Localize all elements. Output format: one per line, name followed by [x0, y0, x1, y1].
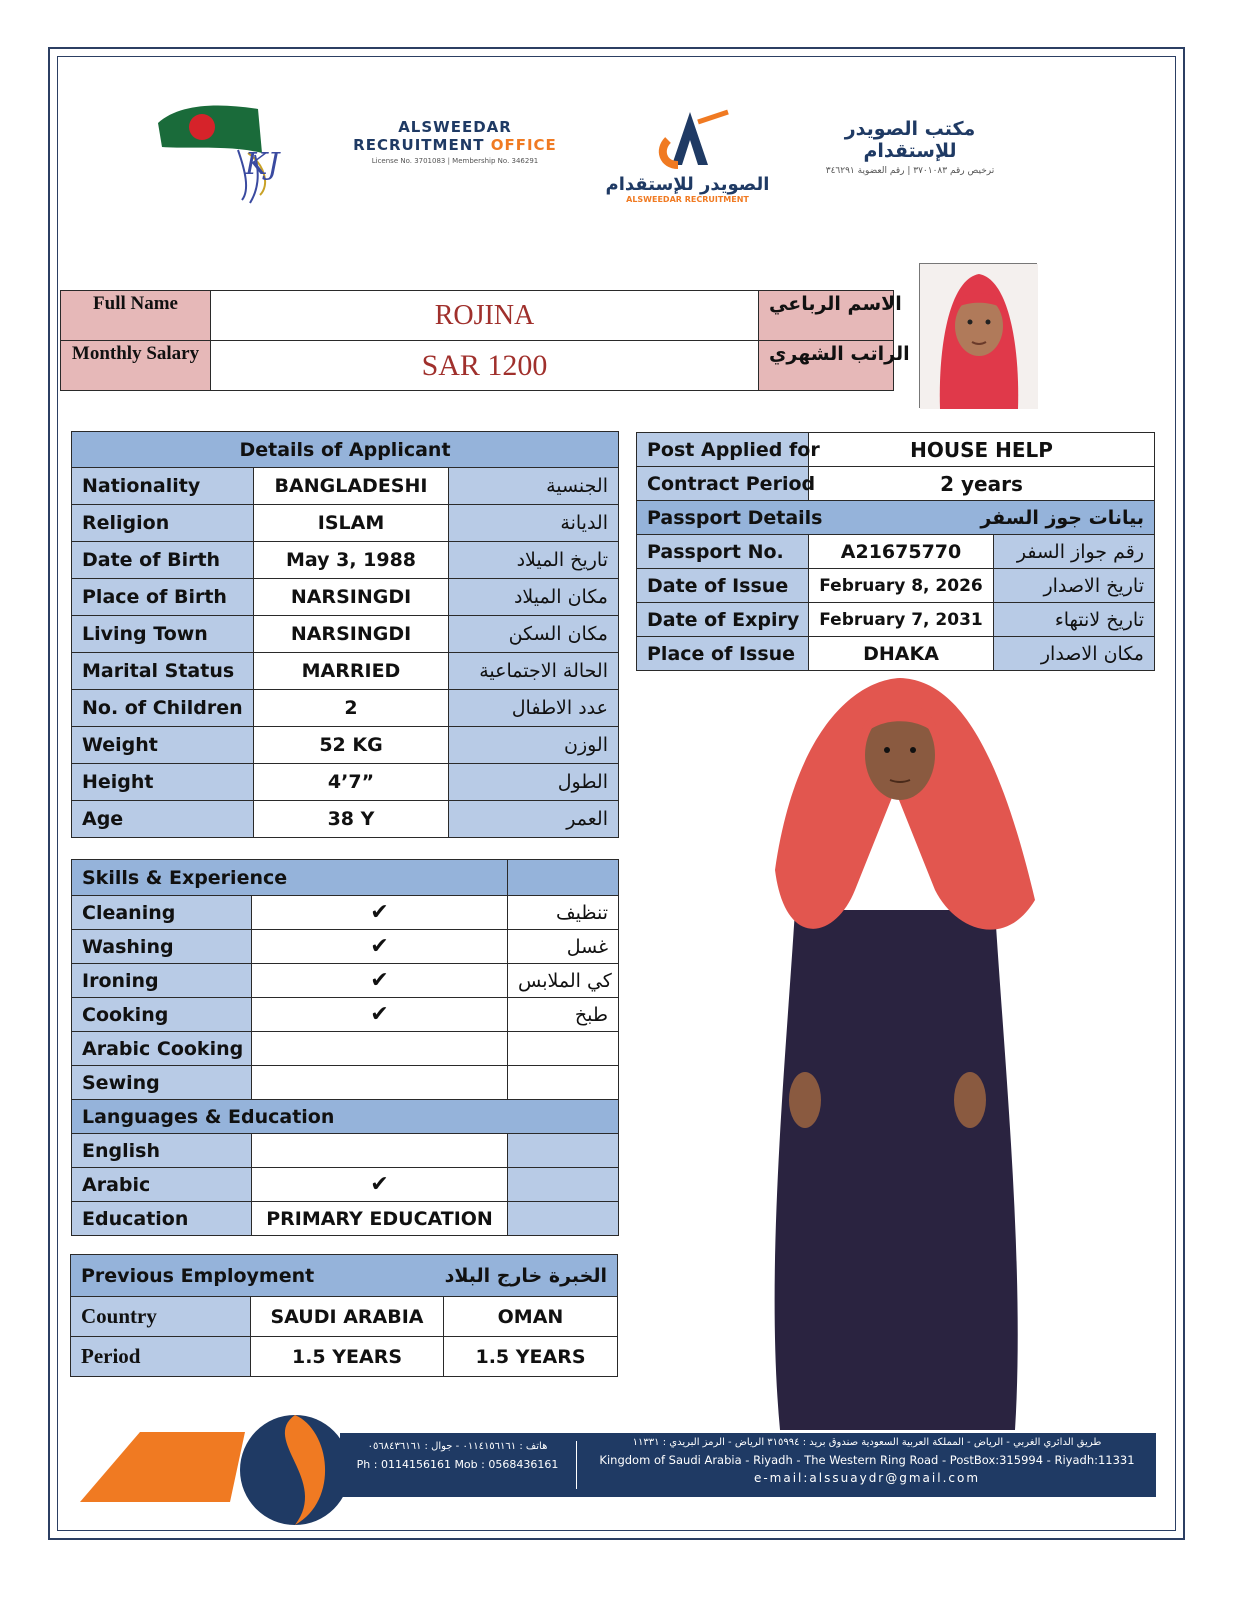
- employment-period-2: 1.5 YEARS: [444, 1337, 618, 1377]
- applicant-details-title: Details of Applicant: [72, 432, 619, 468]
- table-row: [72, 1134, 619, 1168]
- employment-period-label: Period: [71, 1337, 251, 1377]
- passport-details-header: [637, 501, 1155, 535]
- employment-header: [71, 1255, 618, 1297]
- skill-ar: تنظيف: [508, 896, 619, 930]
- table-row: [72, 764, 619, 801]
- skill-ar: غسل: [508, 930, 619, 964]
- passport-field-ar: رقم جواز السفر: [994, 535, 1155, 569]
- table-row: [72, 579, 619, 616]
- applicant-field-ar: الديانة: [449, 505, 619, 542]
- skill-check: ✔: [252, 964, 508, 998]
- applicant-field-value: MARRIED: [254, 653, 449, 690]
- skill-check: ✔: [252, 998, 508, 1032]
- post-applied-label: Post Applied for: [637, 433, 809, 467]
- contract-period-label: Contract Period: [637, 467, 809, 501]
- identity-table: [60, 290, 910, 391]
- right-logo-sub: ترخيص رقم ٣٧٠١٠٨٣ | رقم العضوية ٣٤٦٢٩١: [825, 166, 995, 176]
- center-logo-arabic: الصويدر للإستقدام: [605, 174, 770, 195]
- post-passport-table: [636, 432, 1155, 671]
- applicant-portrait-photo: [919, 263, 1037, 408]
- applicant-field-ar: الجنسية: [449, 468, 619, 505]
- center-logo-english: ALSWEEDAR RECRUITMENT: [626, 195, 749, 204]
- table-row: [72, 616, 619, 653]
- skill-label: Ironing: [72, 964, 252, 998]
- table-row: [72, 998, 619, 1032]
- skill-check: [252, 1032, 508, 1066]
- applicant-field-label: Marital Status: [72, 653, 254, 690]
- language-value: ✔: [252, 1168, 508, 1202]
- passport-field-value: February 8, 2026: [809, 569, 994, 603]
- full-name-ar: الاسم الرباعي: [759, 291, 894, 341]
- footer-divider: [576, 1441, 577, 1489]
- skill-ar: طبخ: [508, 998, 619, 1032]
- skill-check: ✔: [252, 930, 508, 964]
- table-row: [72, 1032, 619, 1066]
- applicant-field-label: Date of Birth: [72, 542, 254, 579]
- table-row: [72, 505, 619, 542]
- languages-title: Languages & Education: [72, 1100, 619, 1134]
- language-label: Education: [72, 1202, 252, 1236]
- language-ar: [508, 1168, 619, 1202]
- table-row: [637, 637, 1155, 671]
- logo-initials: KJ: [245, 147, 280, 182]
- footer-contact-bar: [340, 1433, 1156, 1497]
- skill-check: [252, 1066, 508, 1100]
- table-row: [72, 653, 619, 690]
- office-logo-text: [350, 118, 560, 165]
- language-label: English: [72, 1134, 252, 1168]
- employment-country-2: OMAN: [444, 1297, 618, 1337]
- salary-label: Monthly Salary: [61, 341, 211, 391]
- applicant-field-value: NARSINGDI: [254, 616, 449, 653]
- applicant-field-label: Living Town: [72, 616, 254, 653]
- employment-country-1: SAUDI ARABIA: [251, 1297, 444, 1337]
- applicant-field-ar: الطول: [449, 764, 619, 801]
- table-row: [72, 964, 619, 998]
- applicant-field-ar: تاريخ الميلاد: [449, 542, 619, 579]
- table-row: [637, 569, 1155, 603]
- table-row: [72, 1168, 619, 1202]
- previous-employment-table: [70, 1254, 618, 1377]
- applicant-field-value: NARSINGDI: [254, 579, 449, 616]
- passport-field-label: Date of Expiry: [637, 603, 809, 637]
- applicant-field-value: BANGLADESHI: [254, 468, 449, 505]
- table-row: [72, 468, 619, 505]
- table-row: [637, 603, 1155, 637]
- applicant-field-value: 38 Y: [254, 801, 449, 838]
- applicant-field-value: ISLAM: [254, 505, 449, 542]
- applicant-field-label: Nationality: [72, 468, 254, 505]
- skill-label: Sewing: [72, 1066, 252, 1100]
- passport-details-ar: بيانات جوز السفر: [980, 506, 1144, 529]
- applicant-field-label: No. of Children: [72, 690, 254, 727]
- employment-title-ar: الخبرة خارج البلاد: [444, 1264, 607, 1287]
- applicant-field-ar: العمر: [449, 801, 619, 838]
- skill-label: Arabic Cooking: [72, 1032, 252, 1066]
- skill-label: Cooking: [72, 998, 252, 1032]
- table-row: [72, 1202, 619, 1236]
- applicant-field-ar: الوزن: [449, 727, 619, 764]
- table-row: [637, 535, 1155, 569]
- applicant-field-value: 4’7”: [254, 764, 449, 801]
- passport-field-label: Passport No.: [637, 535, 809, 569]
- employment-title: Previous Employment: [81, 1264, 315, 1287]
- skills-title-ar-cell: [508, 860, 619, 896]
- applicant-field-label: Place of Birth: [72, 579, 254, 616]
- contract-period-value: 2 years: [809, 467, 1155, 501]
- skill-ar: [508, 1066, 619, 1100]
- salary-value: SAR 1200: [211, 341, 759, 391]
- language-value: PRIMARY EDUCATION: [252, 1202, 508, 1236]
- employment-period-1: 1.5 YEARS: [251, 1337, 444, 1377]
- footer-phone-en: Ph : 0114156161 Mob : 0568436161: [356, 1458, 559, 1471]
- employment-country-label: Country: [71, 1297, 251, 1337]
- applicant-field-ar: مكان الميلاد: [449, 579, 619, 616]
- center-logo: [605, 110, 770, 210]
- table-row: [72, 690, 619, 727]
- footer-logo-graphic: [80, 1420, 350, 1510]
- skill-label: Washing: [72, 930, 252, 964]
- office-name-line1: ALSWEEDAR: [398, 118, 512, 136]
- skill-ar: [508, 1032, 619, 1066]
- full-name-value: ROJINA: [211, 291, 759, 341]
- passport-field-value: A21675770: [809, 535, 994, 569]
- full-name-label: Full Name: [61, 291, 211, 341]
- applicant-field-label: Age: [72, 801, 254, 838]
- post-applied-value: HOUSE HELP: [809, 433, 1155, 467]
- footer-phone-ar: هاتف : ٠١١٤١٥٦١٦١ - جوال : ٠٥٦٨٤٣٦١٦١: [367, 1441, 548, 1452]
- applicant-field-label: Weight: [72, 727, 254, 764]
- office-name-line2b: OFFICE: [490, 136, 557, 154]
- footer-address-ar: طريق الدائري الغربي - الرياض - المملكة العربية السعودية صندوق بريد : ٣١٥٩٩٤ الرياض - الرمز البريدي : ١١٣٣١: [632, 1437, 1102, 1448]
- right-logo: [795, 118, 1025, 176]
- passport-field-label: Date of Issue: [637, 569, 809, 603]
- table-row: [72, 1100, 619, 1134]
- applicant-details-table: [71, 431, 619, 838]
- applicant-field-ar: الحالة الاجتماعية: [449, 653, 619, 690]
- salary-ar: الراتب الشهري: [759, 341, 894, 391]
- language-ar: [508, 1202, 619, 1236]
- skill-check: ✔: [252, 896, 508, 930]
- table-row: [72, 930, 619, 964]
- logo-mark-icon: [628, 110, 748, 170]
- table-row: [72, 1066, 619, 1100]
- applicant-field-value: 52 KG: [254, 727, 449, 764]
- skill-label: Cleaning: [72, 896, 252, 930]
- applicant-field-ar: مكان السكن: [449, 616, 619, 653]
- right-logo-arabic: مكتب الصويدر للإستقدام: [844, 118, 976, 162]
- skill-ar: كي الملابس: [508, 964, 619, 998]
- footer-email: e-mail:alssuaydr@gmail.com: [753, 1471, 981, 1485]
- skills-table: [71, 859, 619, 1236]
- footer-address-en: Kingdom of Saudi Arabia - Riyadh - The Western Ring Road - PostBox:315994 - Riyadh:11331: [599, 1453, 1135, 1467]
- passport-field-value: DHAKA: [809, 637, 994, 671]
- language-value: [252, 1134, 508, 1168]
- bangladesh-flag-logo: [150, 95, 295, 210]
- passport-field-value: February 7, 2031: [809, 603, 994, 637]
- passport-field-ar: تاريخ لانتهاء: [994, 603, 1155, 637]
- table-row: [72, 896, 619, 930]
- applicant-field-label: Religion: [72, 505, 254, 542]
- language-label: Arabic: [72, 1168, 252, 1202]
- table-row: [72, 801, 619, 838]
- office-name-line2a: RECRUITMENT: [353, 136, 485, 154]
- passport-details-label: Passport Details: [647, 506, 823, 529]
- applicant-full-body-photo: [735, 670, 1055, 1430]
- office-license: License No. 3701083 | Membership No. 346291: [371, 157, 539, 165]
- applicant-field-ar: عدد الاطفال: [449, 690, 619, 727]
- table-row: [72, 727, 619, 764]
- applicant-field-value: 2: [254, 690, 449, 727]
- passport-field-ar: مكان الاصدار: [994, 637, 1155, 671]
- applicant-field-value: May 3, 1988: [254, 542, 449, 579]
- skills-title: Skills & Experience: [72, 860, 508, 896]
- language-ar: [508, 1134, 619, 1168]
- passport-field-ar: تاريخ الاصدار: [994, 569, 1155, 603]
- applicant-field-label: Height: [72, 764, 254, 801]
- table-row: [72, 542, 619, 579]
- passport-field-label: Place of Issue: [637, 637, 809, 671]
